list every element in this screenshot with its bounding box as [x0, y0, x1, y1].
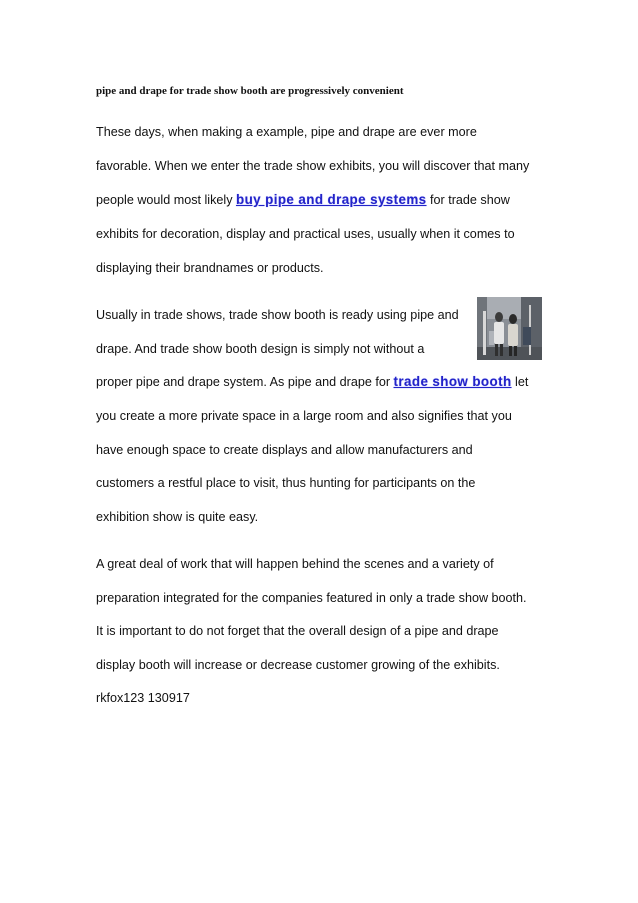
paragraph-1-line-3-text-before: people would most likely	[96, 193, 237, 207]
paragraph-3-line-3: It is important to do not forget that the overall design of a pipe and drape	[96, 624, 499, 638]
paragraph-2-line-3-text-after: let	[511, 375, 529, 389]
trade-show-booth-link[interactable]: trade show booth	[393, 374, 512, 389]
paragraph-2-line-2: drape. And trade show booth design is simply not without a	[96, 342, 425, 356]
paragraph-2-line-4: you create a more private space in a large room and also signifies that you	[96, 409, 512, 423]
paragraph-3-line-4: display booth will increase or decrease customer growing of the exhibits.	[96, 658, 500, 672]
paragraph-3-line-1: A great deal of work that will happen behind the scenes and a variety of	[96, 557, 494, 571]
paragraph-2-line-3	[96, 374, 528, 390]
paragraph-2-line-1: Usually in trade shows, trade show booth is ready using pipe and	[96, 308, 459, 322]
paragraph-1-line-3	[96, 192, 510, 208]
document-title: pipe and drape for trade show booth are progressively convenient	[96, 85, 404, 97]
paragraph-2-line-5: have enough space to create displays and allow manufacturers and	[96, 443, 473, 457]
paragraph-3-signature: rkfox123 130917	[96, 691, 190, 705]
paragraph-1-line-3-text-after: for trade show	[426, 193, 510, 207]
paragraph-3-line-2: preparation integrated for the companies featured in only a trade show booth.	[96, 591, 527, 605]
paragraph-1-line-5: displaying their brandnames or products.	[96, 261, 324, 275]
paragraph-2-line-3-text-before: proper pipe and drape system. As pipe and drape for	[96, 375, 394, 389]
paragraph-1-line-4: exhibits for decoration, display and practical uses, usually when it comes to	[96, 227, 515, 241]
buy-pipe-and-drape-systems-link[interactable]: buy pipe and drape systems	[236, 192, 427, 207]
paragraph-2-line-6: customers a restful place to visit, thus hunting for participants on the	[96, 476, 476, 490]
paragraph-2-line-7: exhibition show is quite easy.	[96, 510, 259, 524]
booth-photo-image	[477, 297, 542, 360]
paragraph-1-line-1: These days, when making a example, pipe and drape are ever more	[96, 125, 477, 139]
booth-photo	[477, 297, 542, 360]
paragraph-1-line-2: favorable. When we enter the trade show exhibits, you will discover that many	[96, 159, 530, 173]
